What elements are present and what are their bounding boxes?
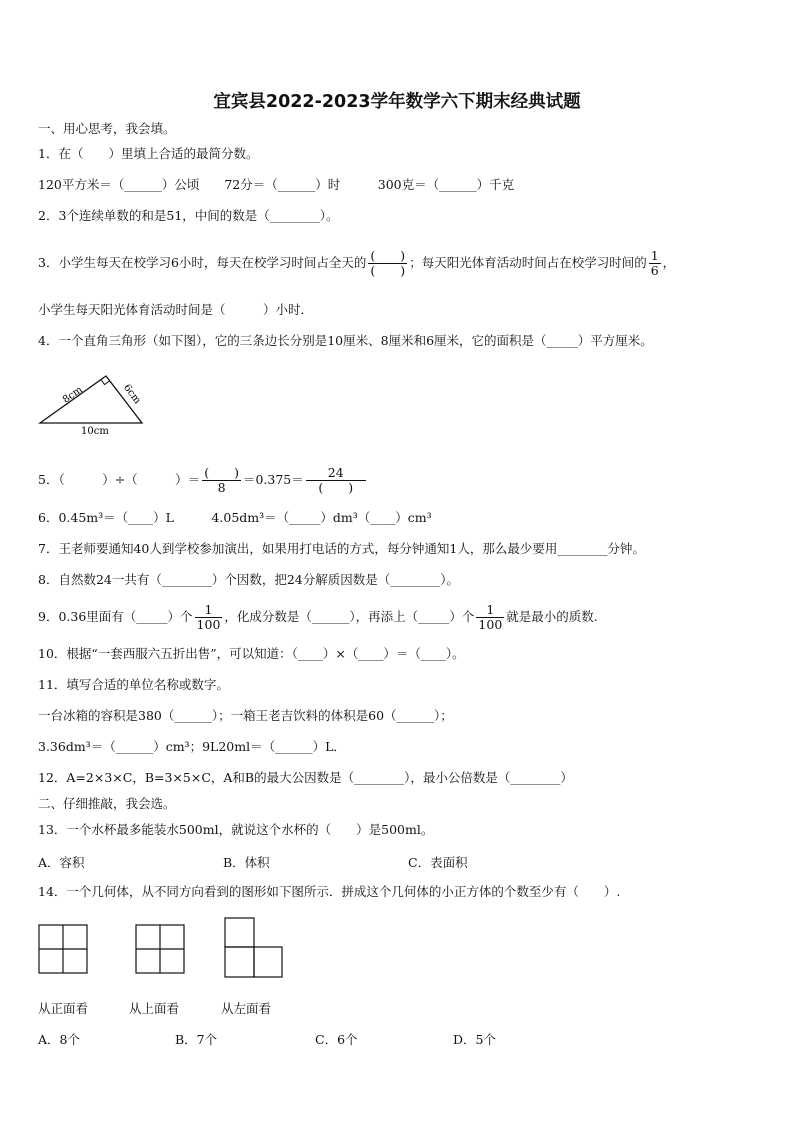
- question-2: 2．3个连续单数的和是51，中间的数是（________）。: [38, 208, 339, 223]
- question-11-line-1: 一台冰箱的容积是380（______）；一箱王老吉饮料的体积是60（______）；: [38, 708, 453, 723]
- question-5-text-b: ＝0.375＝: [242, 472, 304, 487]
- question-9-text-c: 就是最小的质数.: [506, 609, 598, 624]
- q14-option-a[interactable]: A．8个: [38, 1032, 80, 1047]
- fraction-blank: [368, 249, 407, 278]
- question-3-text-b: ；每天阳光体育活动时间占在校学习时间的: [409, 255, 647, 270]
- fraction-denominator: 100: [478, 617, 503, 632]
- question-5: [38, 463, 368, 497]
- triangle-shape: [40, 376, 142, 423]
- question-9-text-b: ，化成分数是（______），再添上（_____）个: [224, 609, 475, 624]
- fraction-one-hundredth-2: [476, 603, 504, 632]
- q13-option-b[interactable]: B．体积: [223, 855, 270, 870]
- view-label-front: 从正面看: [38, 1001, 89, 1016]
- fraction-blank-over-8: [202, 466, 241, 495]
- question-11: 11．填写合适的单位名称或数字。: [38, 677, 229, 692]
- question-1: 1．在（ ）里填上合适的最简分数。: [38, 146, 259, 161]
- question-9: [38, 600, 598, 634]
- triangle-side-8cm: 8cm: [60, 384, 85, 406]
- question-9-text-a: 9．0.36里面有（_____）个: [38, 609, 193, 624]
- question-5-text-a: 5．（ ）÷（ ）＝: [38, 472, 201, 487]
- q14-option-c[interactable]: C．6个: [315, 1032, 358, 1047]
- question-13: 13．一个水杯最多能装水500ml，就说这个水杯的（ ）是500ml。: [38, 822, 434, 837]
- question-12: 12．A=2×3×C，B=3×5×C，A和B的最大公因数是（________），最小公倍数是（________）: [38, 770, 573, 785]
- view-label-top: 从上面看: [129, 1001, 180, 1016]
- triangle-side-6cm: 6cm: [120, 382, 143, 407]
- q14-option-d[interactable]: D．5个: [453, 1032, 496, 1047]
- fraction-numerator: ( ): [370, 248, 406, 263]
- right-triangle-figure: [36, 368, 156, 438]
- view-left-grid: [224, 917, 284, 979]
- section-heading-2: 二、仔细推敲，我会选。: [38, 796, 176, 811]
- q13-option-a[interactable]: A．容积: [38, 855, 85, 870]
- fraction-one-hundredth: [195, 603, 223, 632]
- fraction-denominator: 8: [217, 480, 226, 495]
- question-3: [38, 243, 758, 283]
- question-3-text-a: 3．小学生每天在校学习6小时，每天在校学习时间占全天的: [38, 255, 367, 270]
- fraction-numerator: 1: [476, 603, 504, 618]
- fraction-denominator: 100: [196, 617, 221, 632]
- question-14: 14．一个几何体，从不同方向看到的图形如下图所示．拼成这个几何体的小正方体的个数至少有（ ）.: [38, 884, 621, 899]
- fraction-numerator: 24: [306, 466, 366, 481]
- fraction-one-sixth: [649, 249, 661, 278]
- fraction-numerator: ( ): [204, 465, 239, 480]
- question-7: 7．王老师要通知40人到学校参加演出，如果用打电话的方式，每分钟通知1人，那么最少要用________分钟。: [38, 541, 645, 556]
- fraction-numerator: 1: [195, 603, 223, 618]
- fraction-denominator: 6: [650, 263, 659, 278]
- question-6: 6．0.45m³＝（____）L 4.05dm³＝（_____）dm³（____）cm³: [38, 510, 432, 525]
- fraction-numerator: 1: [650, 248, 659, 263]
- question-11-line-2: 3.36dm³＝（______）cm³；9L20ml＝（______）L．: [38, 739, 346, 754]
- section-heading-1: 一、用心思考，我会填。: [38, 121, 176, 136]
- view-front-grid: [38, 924, 88, 974]
- page-title: 宜宾县2022-2023学年数学六下期末经典试题: [213, 92, 581, 112]
- question-3-text-c: ，: [662, 255, 676, 270]
- fraction-denominator: ( ): [318, 480, 354, 495]
- fraction-24-over-blank: [306, 466, 366, 495]
- question-1-blanks: 120平方米＝（______）公顷 72分＝（______）时 300克＝（______）千克: [38, 177, 515, 192]
- q13-option-c[interactable]: C．表面积: [408, 855, 468, 870]
- triangle-side-10cm: 10cm: [81, 426, 109, 437]
- view-top-grid: [135, 924, 185, 974]
- fraction-denominator: ( ): [370, 263, 406, 278]
- q14-option-b[interactable]: B．7个: [175, 1032, 218, 1047]
- question-8: 8．自然数24一共有（________）个因数，把24分解质因数是（________）。: [38, 572, 460, 587]
- right-angle-mark: [101, 380, 110, 385]
- question-4: 4．一个直角三角形（如下图），它的三条边长分别是10厘米、8厘米和6厘米，它的面积是（_____）平方厘米。: [38, 333, 653, 348]
- question-10: 10．根据“一套西服六五折出售”，可以知道：（____）×（____）＝（____）。: [38, 646, 465, 661]
- view-label-left: 从左面看: [221, 1001, 272, 1016]
- question-3-line-2: 小学生每天阳光体育活动时间是（ ）小时．: [38, 302, 314, 317]
